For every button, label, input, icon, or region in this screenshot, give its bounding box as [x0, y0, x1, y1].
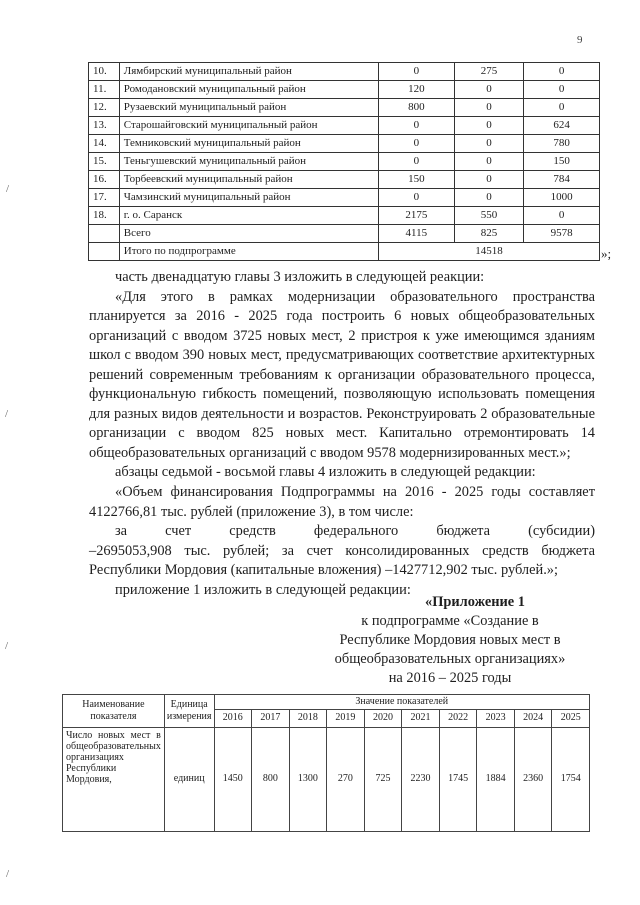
value-cell: 0	[379, 117, 455, 135]
table-row	[89, 117, 600, 135]
empty-cell	[89, 243, 120, 261]
year-header: 2016	[214, 709, 252, 727]
value-cell: 275	[454, 63, 524, 81]
row-number: 11.	[89, 81, 120, 99]
value-cell: 0	[379, 153, 455, 171]
value-cell: 0	[454, 171, 524, 189]
district-name: Ромодановский муниципальный район	[119, 81, 378, 99]
value-cell: 784	[524, 171, 600, 189]
row-number: 18.	[89, 207, 120, 225]
value-cell: 0	[454, 117, 524, 135]
indicator-value: 1745	[439, 727, 477, 831]
district-name: Теньгушевский муниципальный район	[119, 153, 378, 171]
year-header: 2017	[252, 709, 290, 727]
total-value: 9578	[524, 225, 600, 243]
row-number: 15.	[89, 153, 120, 171]
appendix-line: Республике Мордовия новых мест в	[339, 632, 561, 648]
value-cell: 0	[379, 135, 455, 153]
indicator-value: 2230	[402, 727, 440, 831]
value-cell: 0	[454, 99, 524, 117]
margin-mark: /	[6, 868, 10, 880]
indicator-value: 1450	[214, 727, 252, 831]
paragraph-2: «Для этого в рамках модернизации образовательного пространства планируется за 2016 - 2025 года построить 6 новых общеобразовательных организаций с вводом 3725 новых мест, 2 пристроя к уже имеющимся зданиям школ с вводом 390 новых мест, предусматривающих соответствие архитектурных решений современным требованиям к организации образовательного процесса, функциональную гибкость помещений, позволяющую использовать помещения для разных видов деятельности и возрастов. Реконструировать 2 образовательные организации с вводом 825 новых мест. Капитально отремонтировать 14 общеобразовательных организаций с вводом 9578 модернизированных мест.»;	[89, 288, 595, 461]
total-value: 825	[454, 225, 524, 243]
grand-total-row	[89, 243, 600, 261]
header-unit: Единица измерения	[164, 695, 214, 728]
district-name: Рузаевский муниципальный район	[119, 99, 378, 117]
district-name: г. о. Саранск	[119, 207, 378, 225]
value-cell: 0	[454, 153, 524, 171]
indicator-value: 270	[327, 727, 365, 831]
table-row	[89, 153, 600, 171]
year-header: 2023	[477, 709, 515, 727]
value-cell: 120	[379, 81, 455, 99]
row-number: 16.	[89, 171, 120, 189]
indicator-value: 725	[364, 727, 402, 831]
margin-mark: /	[5, 408, 9, 420]
value-cell: 0	[524, 207, 600, 225]
value-cell: 0	[379, 63, 455, 81]
indicator-value: 1884	[477, 727, 515, 831]
table-row	[89, 135, 600, 153]
row-number: 13.	[89, 117, 120, 135]
value-cell: 150	[379, 171, 455, 189]
value-cell: 1000	[524, 189, 600, 207]
year-header: 2019	[327, 709, 365, 727]
total-row	[89, 225, 600, 243]
district-name: Старошайговский муниципальный район	[119, 117, 378, 135]
value-cell: 800	[379, 99, 455, 117]
year-header: 2021	[402, 709, 440, 727]
appendix-title: «Приложение 1	[425, 594, 525, 610]
empty-cell	[89, 225, 120, 243]
value-cell: 0	[524, 81, 600, 99]
appendix-line: к подпрограмме «Создание в	[361, 613, 539, 629]
paragraph-5: приложение 1 изложить в следующей редакции:	[115, 581, 411, 598]
year-header: 2020	[364, 709, 402, 727]
indicator-value: 1754	[552, 727, 590, 831]
margin-mark: /	[6, 183, 10, 195]
year-header: 2025	[552, 709, 590, 727]
row-number: 14.	[89, 135, 120, 153]
indicator-name: Число новых мест в общеобразовательных организациях Республики Мордовия,	[63, 727, 165, 831]
grand-total-value: 14518	[379, 243, 600, 261]
table-row	[89, 99, 600, 117]
indicator-value: 800	[252, 727, 290, 831]
row-number: 17.	[89, 189, 120, 207]
indicator-value: 2360	[514, 727, 552, 831]
appendix-heading	[300, 593, 600, 688]
paragraph-4-line: за счет средств федерального бюджета (субсидии)	[115, 523, 595, 540]
value-cell: 0	[454, 135, 524, 153]
table-closing-quote: »;	[601, 246, 612, 261]
value-cell: 780	[524, 135, 600, 153]
district-name: Чамзинский муниципальный район	[119, 189, 378, 207]
value-cell: 0	[454, 81, 524, 99]
table-row	[89, 81, 600, 99]
header-indicator-name: Наименование показателя	[63, 695, 165, 728]
total-label: Всего	[119, 225, 378, 243]
value-cell: 150	[524, 153, 600, 171]
indicator-value: 1300	[289, 727, 327, 831]
table-row	[89, 171, 600, 189]
header-values: Значение показателей	[214, 695, 589, 710]
appendix-line: общеобразовательных организациях»	[334, 651, 566, 667]
paragraph-4-cont: –2695053,908 тыс. рублей; за счет консолидированных средств бюджета Республики Мордовия (капитальные вложения) –1427712,902 тыс. рублей.»;	[89, 542, 595, 579]
district-name: Торбеевский муниципальный район	[119, 171, 378, 189]
year-header: 2024	[514, 709, 552, 727]
value-cell: 2175	[379, 207, 455, 225]
indicator-table	[62, 694, 590, 832]
page-number: 9	[577, 34, 583, 46]
appendix-line: на 2016 – 2025 годы	[388, 670, 512, 686]
value-cell: 0	[524, 99, 600, 117]
body-text	[89, 268, 595, 600]
value-cell: 0	[379, 189, 455, 207]
district-name: Лямбирский муниципальный район	[119, 63, 378, 81]
value-cell: 0	[524, 63, 600, 81]
grand-total-label: Итого по подпрограмме	[119, 243, 378, 261]
margin-mark: /	[5, 640, 9, 652]
year-header: 2022	[439, 709, 477, 727]
table-row	[89, 189, 600, 207]
value-cell: 0	[454, 189, 524, 207]
total-value: 4115	[379, 225, 455, 243]
indicator-unit: единиц	[164, 727, 214, 831]
table-row	[89, 207, 600, 225]
district-table	[88, 62, 600, 261]
paragraph-4: «Объем финансирования Подпрограммы на 2016 - 2025 годы составляет 4122766,81 тыс. рублей (приложение 3), в том числе:	[89, 484, 595, 520]
value-cell: 550	[454, 207, 524, 225]
district-name: Темниковский муниципальный район	[119, 135, 378, 153]
table-row	[89, 63, 600, 81]
paragraph-3: абзацы седьмой - восьмой главы 4 изложить в следующей редакции:	[115, 464, 536, 481]
row-number: 12.	[89, 99, 120, 117]
year-header: 2018	[289, 709, 327, 727]
row-number: 10.	[89, 63, 120, 81]
paragraph-1: часть двенадцатую главы 3 изложить в следующей реакции:	[115, 269, 485, 285]
value-cell: 624	[524, 117, 600, 135]
